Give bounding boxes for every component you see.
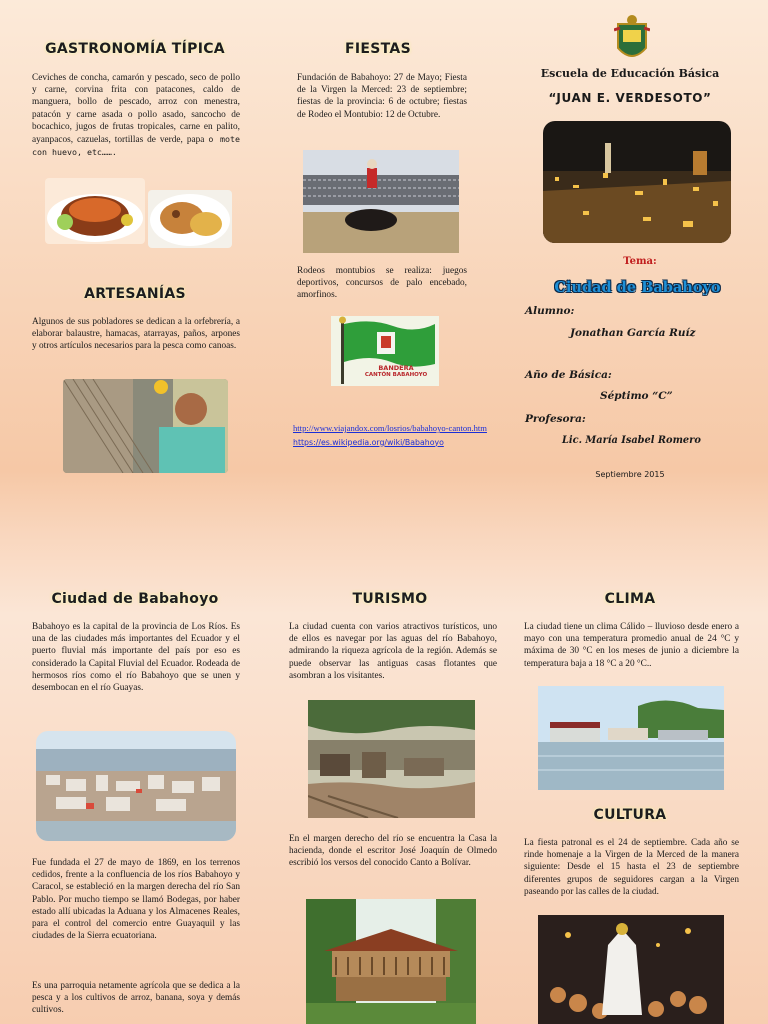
flag-label-2: CANTÓN BABAHOYO bbox=[364, 372, 428, 378]
turismo-text-2: En el margen derecho del río se encuentra la Casa la hacienda, donde el escritor José Joaquín de Olmedo escribió los versos del conocido Canto a Bolívar. bbox=[289, 834, 497, 869]
tema-label: Tema: bbox=[623, 256, 657, 267]
fiestas-text: Fundación de Babahoyo: 27 de Mayo; Fiesta de la Virgen la Merced: 23 de septiembre; fiestas de la provincia: 6 de octubre; fiestas de Rodeo el Montubio: 12 de Octubre. bbox=[297, 73, 467, 120]
ciudad-heading: Ciudad de Babahoyo bbox=[51, 591, 219, 607]
profesora-label: Profesora: bbox=[525, 413, 586, 425]
ciudad-text-2: Fue fundada el 27 de mayo de 1869, en los terrenos cedidos, frente a la confluencia de los ríos Babahoyo y Caracol, se estableció en la margen derecha del río San Pablo. Por mucho tiempo se llamó Bodegas, por haber estado allí ubicadas la Aduana y los Almacenes Reales, para el control del comercio entre Guayaquil y las ciudades de la Sierra ecuatoriana. bbox=[32, 858, 240, 942]
floating-houses-photo bbox=[308, 700, 475, 818]
procession-photo bbox=[538, 915, 724, 1024]
fiestas-heading: FIESTAS bbox=[345, 41, 411, 57]
cultura-heading: CULTURA bbox=[593, 807, 667, 823]
anio-value: Séptimo “C” bbox=[600, 390, 673, 402]
artisan-photo bbox=[63, 379, 228, 473]
clima-heading: CLIMA bbox=[604, 591, 656, 607]
school-crest-icon bbox=[614, 14, 650, 66]
alumno-label: Alumno: bbox=[525, 305, 575, 317]
school-label: Escuela de Educación Básica bbox=[540, 67, 720, 80]
turismo-heading: TURISMO bbox=[352, 591, 428, 607]
ciudad-text-1: Babahoyo es la capital de la provincia de Los Ríos. Es una de las ciudades más importantes del Ecuador y el puerto fluvial más importante del país por eso es considerado la Capital Fluvial del Ecuador. Rodeada de hermosos ríos como el río Babahoyo que se unen y desembocan en el río Guayas. bbox=[32, 622, 240, 694]
rodeo-photo bbox=[303, 150, 459, 253]
tema-title: Ciudad de Babahoyo bbox=[554, 279, 721, 296]
rodeo-text: Rodeos montubios se realiza: juegos deportivos, concursos de palo encebado, amorfinos. bbox=[297, 266, 467, 301]
river-houses-photo bbox=[538, 686, 724, 790]
artesanias-heading: ARTESANÍAS bbox=[84, 286, 186, 302]
profesora-name: Lic. María Isabel Romero bbox=[562, 435, 701, 446]
link-wikipedia[interactable]: https://es.wikipedia.org/wiki/Babahoyo bbox=[293, 437, 444, 447]
clima-text: La ciudad tiene un clima Cálido – lluvioso desde enero a mayo con una temperatura promedio anual de 24 °C y máxima de 30 °C en los meses de junio a diciembre la temperatura baja a 18 °C a 20 °C.. bbox=[524, 622, 739, 669]
dish-soup-image bbox=[45, 178, 145, 244]
city-night-photo bbox=[543, 121, 731, 243]
flag-label-1: BANDERA bbox=[378, 364, 414, 372]
school-name: “JUAN E. VERDESOTO” bbox=[548, 91, 712, 105]
gastronomia-tail: o mote con huevo, etc……. bbox=[32, 134, 241, 158]
anio-label: Año de Básica: bbox=[525, 369, 612, 381]
gastronomia-text bbox=[32, 72, 240, 159]
gastronomia-heading: GASTRONOMÍA TÍPICA bbox=[45, 41, 225, 57]
casa-hacienda-photo bbox=[306, 899, 476, 1024]
link-viajandox[interactable]: http://www.viajandox.com/losrios/babahoyo-canton.htm bbox=[293, 423, 487, 433]
turismo-text-1: La ciudad cuenta con varios atractivos turísticos, uno de ellos es navegar por las aguas del río Babahoyo, admirando la riqueza agrícola de la región. Además se puede observar las antiguas casas flotantes que asombran a los visitantes. bbox=[289, 622, 497, 681]
cover-date: Septiembre 2015 bbox=[595, 470, 665, 479]
ciudad-text-3: Es una parroquia netamente agrícola que se dedica a la pesca y a los cultivos de arroz, banana, soya y demás cultivos. bbox=[32, 981, 240, 1016]
gastronomia-body: Ceviches de concha, camarón y pescado, seco de pollo y carne, corvina frita con patacones, caldo de manguera, bollo de pescado, arroz con menestra, patacón y carne asada o pollo asado, sancocho de bocachico, jugos de frutas tropicales, carne en palito, ayanpacos, cazuelas, tortillas de verde, papa bbox=[32, 73, 240, 146]
artesanias-text: Algunos de sus pobladores se dedican a la orfebrería, a elaborar balaustre, hamacas, atarrayas, paños, arpones y otros artículos necesarios para la pesca como canoas. bbox=[32, 317, 240, 352]
alumno-name: Jonathan García Ruíz bbox=[570, 327, 696, 339]
flag-image bbox=[331, 316, 439, 386]
dish-rice-image bbox=[148, 190, 232, 248]
cultura-text: La fiesta patronal es el 24 de septiembre. Cada año se rinde homenaje a la Virgen de la Merced de la manera siguiente: Desde el 15 hasta el 23 de septiembre diferentes grupos de seguidores cargan a la Virgen paseando por las calles de la ciudad. bbox=[524, 838, 739, 897]
city-river-photo bbox=[36, 731, 236, 841]
